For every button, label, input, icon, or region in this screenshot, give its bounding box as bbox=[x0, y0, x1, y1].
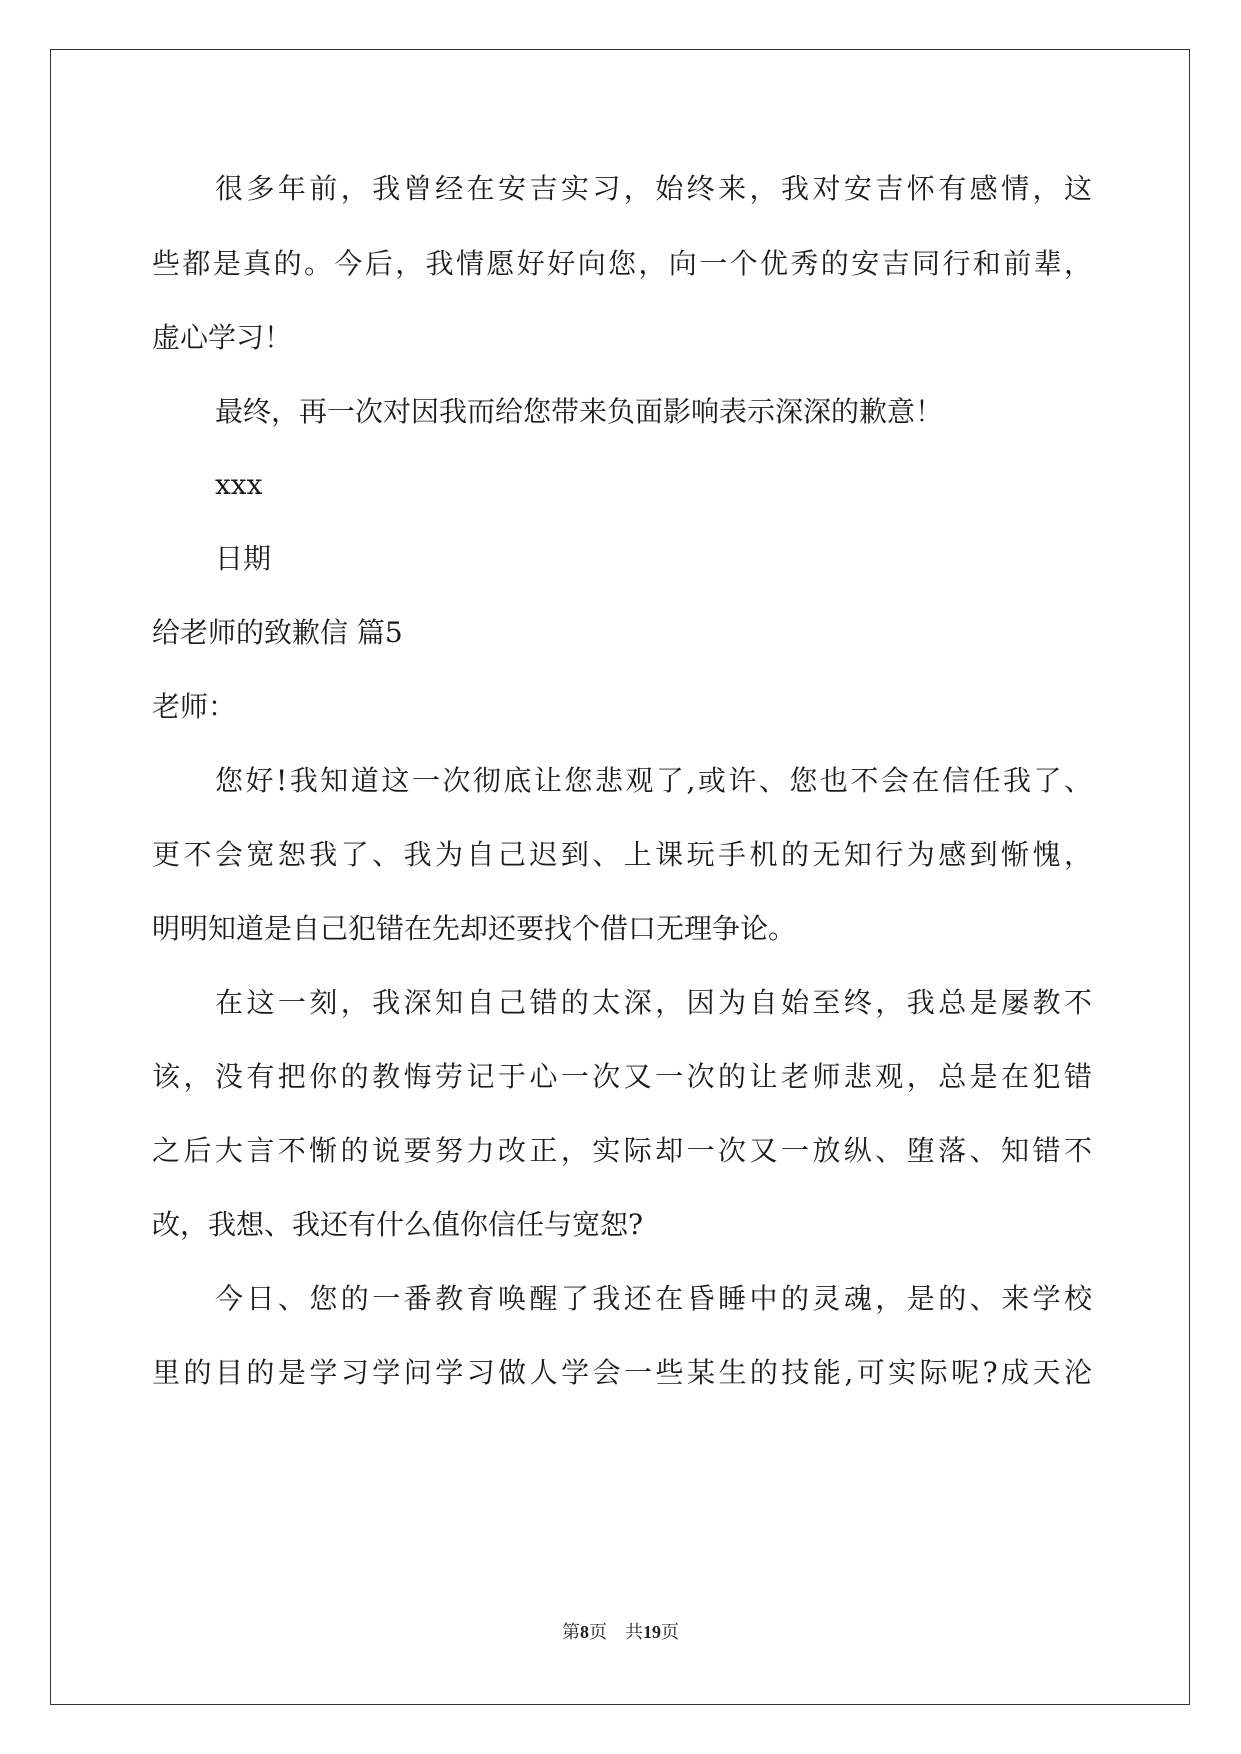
page-footer bbox=[0, 1620, 1241, 1645]
signature-name: xxx bbox=[215, 468, 263, 501]
page-border bbox=[50, 49, 1190, 1705]
signature-date: 日期 bbox=[215, 542, 272, 575]
paragraph-line: 改，我想、我还有什么值你信任与宽恕? bbox=[152, 1208, 644, 1241]
paragraph-line: 里的目的是学习学问学习做人学会一些某生的技能,可实际呢?成天沦 bbox=[152, 1356, 1092, 1389]
salutation: 老师： bbox=[152, 690, 237, 723]
paragraph-line: 很多年前，我曾经在安吉实习，始终来，我对安吉怀有感情，这 bbox=[215, 172, 1092, 205]
current-page-number: 8 bbox=[580, 1622, 589, 1642]
paragraph-line: 之后大言不惭的说要努力改正，实际却一次又一放纵、堕落、知错不 bbox=[152, 1134, 1092, 1167]
paragraph-line: 该，没有把你的教悔劳记于心一次又一次的让老师悲观，总是在犯错 bbox=[152, 1060, 1092, 1093]
page-suffix: 页 bbox=[661, 1622, 679, 1643]
section-heading: 给老师的致歉信 篇5 bbox=[152, 616, 403, 649]
page-prefix: 第 bbox=[562, 1622, 580, 1643]
page-mid: 页 共 bbox=[589, 1622, 643, 1643]
paragraph-line: 今日、您的一番教育唤醒了我还在昏睡中的灵魂，是的、来学校 bbox=[215, 1282, 1092, 1315]
paragraph-line: 最终，再一次对因我而给您带来负面影响表示深深的歉意！ bbox=[215, 395, 944, 428]
paragraph-line: 在这一刻，我深知自己错的太深，因为自始至终，我总是屡教不 bbox=[215, 986, 1092, 1019]
paragraph-line: 您好!我知道这一次彻底让您悲观了,或许、您也不会在信任我了、 bbox=[215, 764, 1092, 797]
total-pages-number: 19 bbox=[643, 1622, 661, 1642]
paragraph-line: 明明知道是自己犯错在先却还要找个借口无理争论。 bbox=[152, 912, 797, 945]
paragraph-line: 些都是真的。今后，我情愿好好向您，向一个优秀的安吉同行和前辈， bbox=[152, 247, 1092, 280]
paragraph-line: 更不会宽恕我了、我为自己迟到、上课玩手机的无知行为感到惭愧， bbox=[152, 838, 1092, 871]
paragraph-line: 虚心学习！ bbox=[152, 321, 293, 354]
